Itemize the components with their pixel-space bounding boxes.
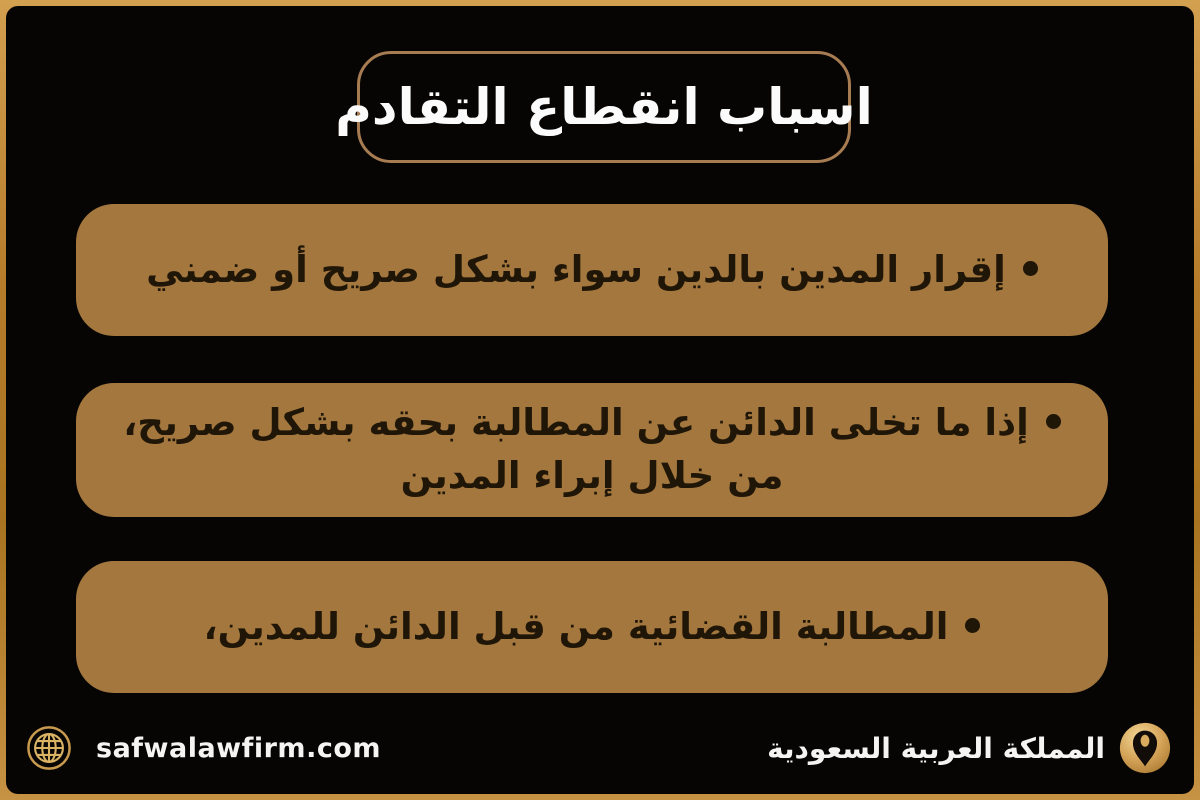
reason-3-text: المطالبة القضائية من قبل الدائن للمدين، (122, 601, 1062, 654)
reason-card-2 (76, 383, 1108, 517)
reason-2-text-line1: إذا ما تخلى الدائن عن المطالبة بحقه بشكل صريح، (122, 397, 1062, 450)
location-pin-icon (1118, 721, 1172, 775)
globe-icon (26, 725, 72, 771)
title-box (335, 51, 873, 163)
bullet-icon (965, 618, 980, 633)
reason-1-text: إقرار المدين بالدين سواء بشكل صريح أو ضمني (122, 244, 1062, 297)
page-title: اسباب انقطاع التقادم (335, 78, 873, 136)
bullet-icon (1023, 261, 1038, 276)
footer (12, 714, 1188, 788)
slide-background (6, 6, 1194, 794)
website-url[interactable]: safwalawfirm.com (96, 732, 382, 764)
bullet-icon (1046, 414, 1061, 429)
country-group (767, 721, 1172, 775)
country-label: المملكة العربية السعودية (767, 731, 1105, 765)
website-link[interactable] (26, 725, 381, 771)
reason-2-text-line2: من خلال إبراء المدين (400, 454, 784, 497)
reason-card-3 (76, 561, 1108, 693)
reason-card-1 (76, 204, 1108, 336)
